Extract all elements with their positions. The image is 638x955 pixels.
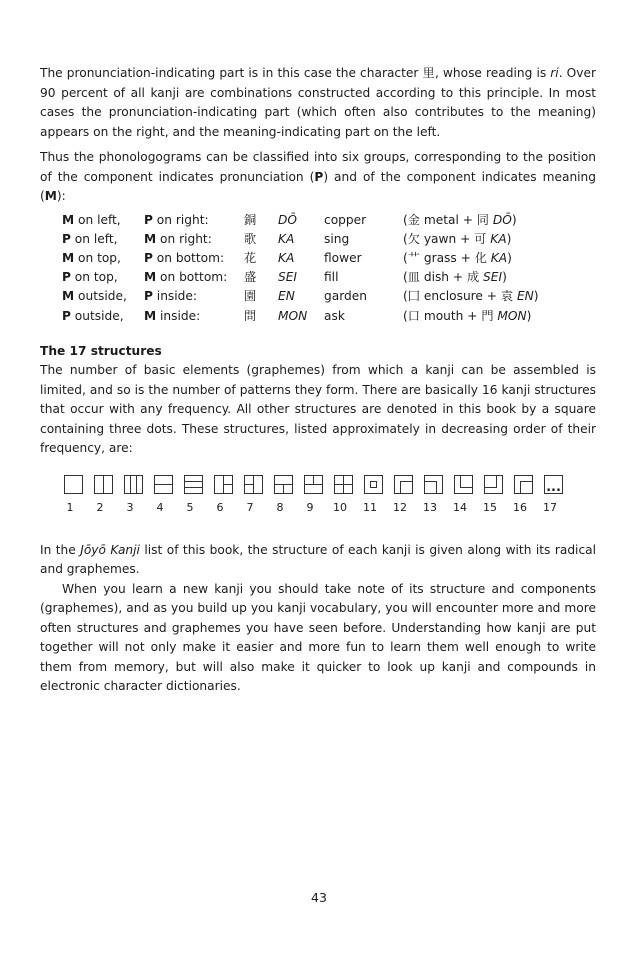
group-row [62,211,539,230]
group-position: outside, [70,308,124,323]
component-reading: DŌ [492,212,512,227]
group-first-position [62,268,144,287]
component-reading: EN [516,289,534,304]
text: ): [56,189,66,203]
paren: ) [507,250,512,265]
group-components [403,211,539,230]
group-kanji: 園 [244,289,257,304]
paren: ( [403,308,408,323]
group-second-position [144,307,244,326]
group-letter: M [144,308,157,323]
component-gloss: metal + [423,212,477,227]
paren: ) [533,289,539,304]
structure-icon-16 [515,475,533,493]
phonologogram-groups-table [62,211,539,326]
structure-number: 3 [126,500,134,514]
text: Thus the phonologograms can be classified into six groups, corresponding to the position of the component indicates pronunciation ( [40,150,596,184]
group-kanji: 問 [244,308,257,323]
structure-number: 15 [483,500,497,514]
group-first-position [62,249,144,268]
page-content [40,64,596,697]
group-position: on right: [156,231,212,246]
paren: ( [403,231,408,246]
structure-icon-10 [335,475,353,493]
component-gloss: enclosure + [423,289,501,304]
component-kanji: 皿 [407,270,420,285]
component-kanji: 門 [481,308,494,323]
structure-number: 10 [333,500,347,514]
group-second-position [144,268,244,287]
group-letter: P [144,212,153,227]
paren: ) [526,308,532,323]
group-kanji: 銅 [244,212,257,227]
group-reading: EN [278,289,295,304]
component-kanji: 同 [476,212,489,227]
paragraph-learning: When you learn a new kanji you should take note of its structure and components (graphemes), and as you build up you kanji vocabulary, you will encounter more and more often structures and graphemes you have seen before. Understanding how kanji are put together will not only make it easier and more fun to learn them well enough to write them from memory, but will also make it quicker to look up kanji and compounds in electronic character dictionaries. [40,581,596,694]
group-row [62,307,539,326]
structure-number: 13 [423,500,437,514]
structure-number: 9 [306,500,314,514]
paragraph-structures: The number of basic elements (graphemes) from which a kanji can be assembled is limited, and so is the number of patterns they form. There are basically 16 kanji structures that occur with any frequency. All other structures are denoted in this book by a square containing three dots. These structures, listed approximately in decreasing order of their frequency, are: [40,363,596,456]
structure-icon-8 [275,475,293,493]
kanji-ri: 里 [422,66,435,80]
paren: ( [403,289,408,304]
component-kanji: 可 [474,231,487,246]
group-letter: P [62,231,71,246]
group-meaning: flower [324,250,362,265]
text: ) and of the component indicates meaning ( [40,169,597,203]
group-first-position [62,287,144,306]
group-second-position [144,211,244,230]
group-position: inside: [156,308,201,323]
component-reading: SEI [483,270,503,285]
component-kanji: 艹 [407,250,420,265]
structure-icons [64,473,604,497]
component-gloss: grass + [423,250,475,265]
group-row [62,287,539,306]
structure-icon-17 [545,475,563,495]
component-kanji: 金 [407,212,420,227]
section-heading: The 17 structures [40,343,162,358]
structure-icon-14 [455,475,473,493]
paren: ( [403,212,408,227]
group-row [62,230,539,249]
structure-icon-11 [365,475,383,493]
structure-icon-3 [125,475,143,493]
group-letter: P [144,289,153,304]
group-position: on bottom: [152,250,225,265]
component-kanji: 口 [407,308,420,323]
group-second-position [144,287,244,306]
group-meaning: fill [324,270,339,285]
group-letter: P [144,250,153,265]
structure-icon-15 [485,475,503,493]
structure-number: 16 [513,500,527,514]
group-kanji: 歌 [244,231,257,246]
group-reading: DŌ [278,212,297,227]
group-reading: MON [278,308,308,323]
group-position: on top, [70,270,118,285]
structure-diagrams [40,473,596,531]
group-meaning: copper [324,212,367,227]
component-reading: KA [490,250,508,265]
component-kanji: 化 [474,250,487,265]
group-second-position [144,249,244,268]
group-kanji: 花 [244,250,257,265]
group-meaning: garden [324,289,367,304]
group-first-position [62,230,144,249]
structure-number: 7 [246,500,254,514]
structure-number: 1 [66,500,74,514]
group-position: on left, [70,231,118,246]
group-kanji: 盛 [244,270,257,285]
structure-icon-6 [215,475,233,493]
group-position: outside, [74,289,127,304]
group-position: on top, [74,250,121,265]
group-second-position [144,230,244,249]
paren: ( [403,250,408,265]
group-components [403,249,539,268]
structure-icon-1 [65,475,83,493]
component-kanji: 囗 [407,289,420,304]
group-row [62,268,539,287]
group-letter: P [62,270,71,285]
group-letter: M [144,270,157,285]
paragraph-jouyou [40,541,596,580]
text: The pronunciation-indicating part is in this case the character [40,66,423,80]
group-components [403,287,539,306]
component-kanji: 成 [466,270,480,285]
structure-icon-2 [95,475,113,493]
group-position: on right: [152,212,209,227]
component-gloss: mouth + [423,308,482,323]
group-first-position [62,211,144,230]
group-letter: M [62,250,75,265]
group-reading: KA [278,250,295,265]
group-meaning: sing [324,231,350,246]
component-gloss: yawn + [423,231,475,246]
structure-number: 5 [186,500,194,514]
component-kanji: 欠 [407,231,420,246]
structure-icon-17-dots: ... [546,479,561,495]
group-letter: M [144,231,157,246]
paren: ) [511,212,517,227]
structure-icon-7 [245,475,263,493]
group-row [62,249,539,268]
paren: ) [502,270,507,285]
component-reading: KA [490,231,507,246]
group-first-position [62,307,144,326]
structure-number: 4 [156,500,164,514]
structure-number: 11 [363,500,377,514]
book-title: Jōyō Kanji [80,542,140,557]
structure-icon-9 [305,475,323,493]
structure-icon-4 [155,475,173,493]
structure-icon-13 [425,475,443,493]
structure-number: 2 [96,500,104,514]
group-position: inside: [152,289,197,304]
letter-p: P [314,169,324,184]
structure-number: 17 [543,500,557,514]
paren: ( [403,270,408,285]
group-letter: M [62,212,75,227]
paragraph-intro [40,64,596,142]
structure-icon-12 [395,475,413,493]
structure-number: 8 [276,500,284,514]
text: In the [40,542,81,557]
component-gloss: dish + [423,270,467,285]
group-position: on left, [74,212,121,227]
letter-m: M [44,189,57,203]
paragraph-groups-intro [40,148,596,207]
component-kanji: 袁 [500,289,514,304]
group-reading: KA [278,231,295,246]
structure-number: 6 [216,500,224,514]
group-meaning: ask [324,308,345,323]
paren: ) [506,231,512,246]
text: . Over 90 percent of all kanji are combinations constructed according to this principle. In most cases the pronunciation-indicating part (which often also contributes to the meaning) appears on the right, and the meaning-indicating part on the left. [40,66,596,139]
group-components [403,230,539,249]
group-reading: SEI [278,270,298,285]
group-components [403,307,539,326]
page-number: 43 [311,890,327,905]
text: list of this book, the structure of each kanji is given along with its radical and graphemes. [40,542,596,577]
group-letter: M [62,289,75,304]
group-letter: P [62,308,71,323]
group-components [403,268,539,287]
reading-ri: ri [550,66,559,80]
structure-number: 14 [453,500,467,514]
component-reading: MON [497,308,527,323]
structure-icon-5 [185,475,203,493]
group-position: on bottom: [156,270,228,285]
structure-number: 12 [393,500,407,514]
text: , whose reading is [434,66,551,80]
